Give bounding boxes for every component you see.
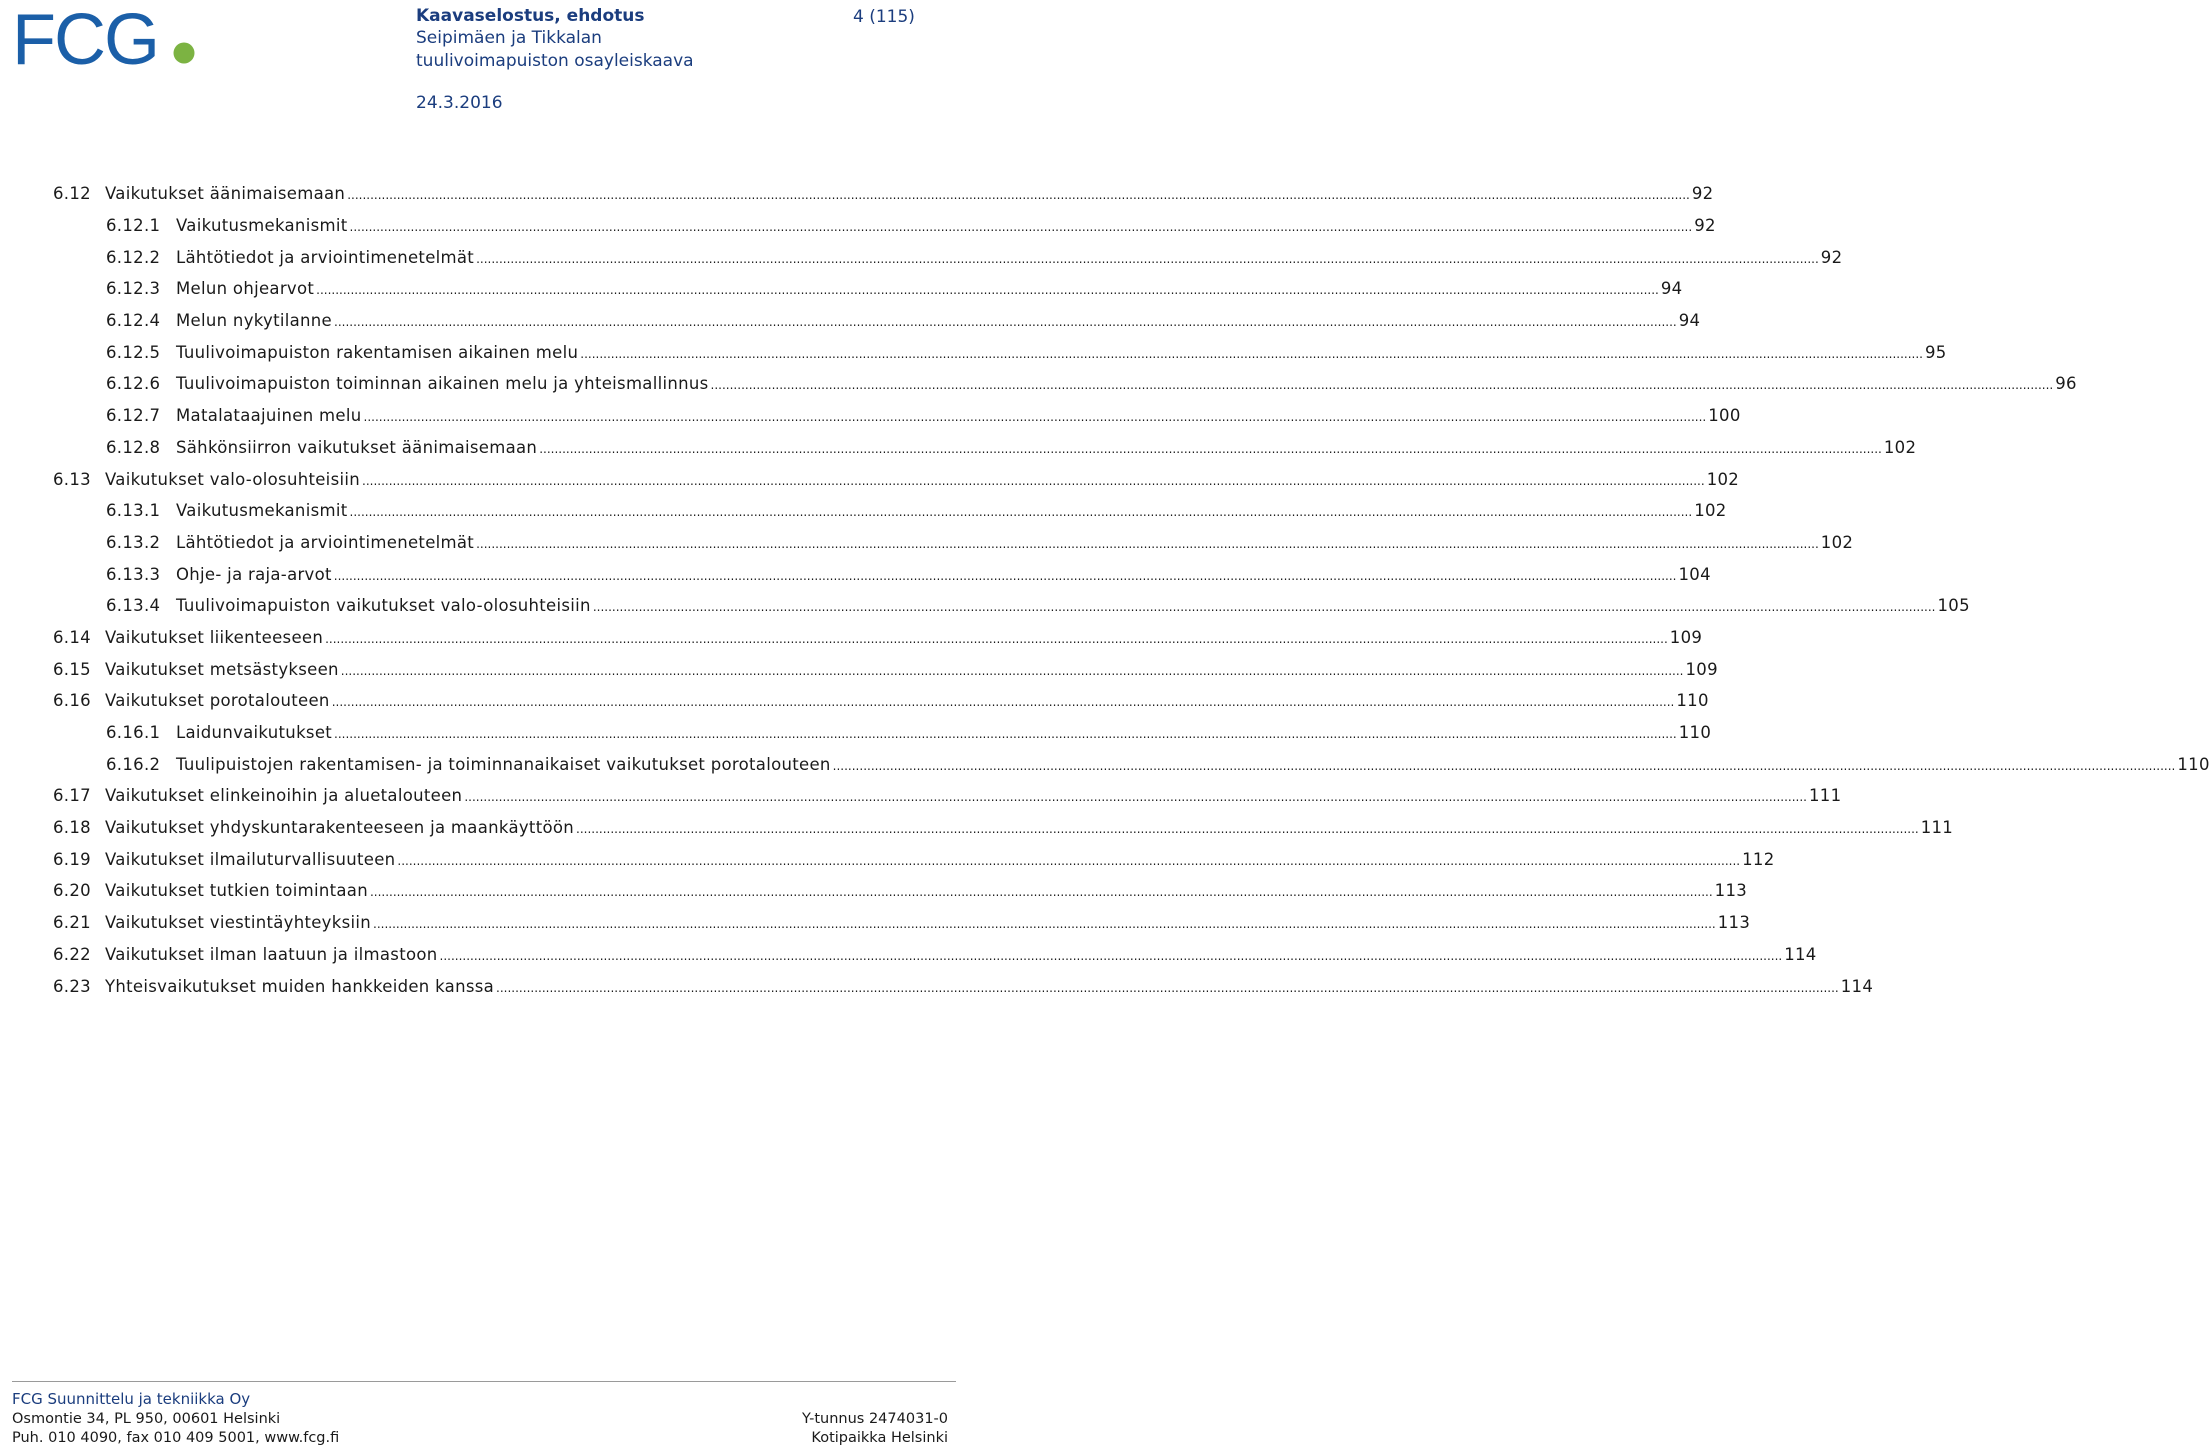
toc-entry-page: 112	[1742, 849, 1775, 869]
toc-entry-number: 6.16.2	[106, 754, 161, 774]
toc-entry-title: Matalataajuinen melu	[176, 406, 362, 426]
toc-dot-leader	[397, 850, 1740, 869]
toc-entry[interactable]	[53, 558, 1711, 590]
toc-dot-leader	[341, 660, 1684, 679]
toc-entry-title: Vaikutukset yhdyskuntarakenteeseen ja maankäyttöön	[105, 818, 575, 838]
toc-entry-number: 6.23	[53, 976, 91, 996]
toc-entry-page: 92	[1691, 184, 1714, 204]
toc-entry-number: 6.19	[53, 849, 91, 869]
toc-entry[interactable]	[53, 336, 1947, 368]
toc-entry-page: 111	[1920, 818, 1954, 838]
toc-entry-number: 6.14	[53, 627, 91, 647]
fcg-logo	[12, 0, 202, 80]
toc-dot-leader	[334, 565, 1677, 584]
page-number: 4 (115)	[853, 7, 915, 27]
toc-entry-title: Vaikutukset ilmailuturvallisuuteen	[105, 849, 396, 869]
toc-entry-title: Melun nykytilanne	[176, 311, 333, 331]
toc-entry-number: 6.12.4	[106, 311, 161, 331]
toc-entry-number: 6.12.6	[106, 374, 161, 394]
toc-entry[interactable]	[53, 305, 1701, 337]
toc-entry[interactable]	[53, 432, 1917, 464]
toc-dot-leader	[464, 786, 1807, 805]
toc-entry[interactable]	[53, 400, 1741, 432]
toc-entry[interactable]	[53, 970, 1874, 1002]
toc-entry-title: Yhteisvaikutukset muiden hankkeiden kanssa	[105, 976, 495, 996]
toc-dot-leader	[476, 533, 1819, 552]
toc-entry-page: 110	[1678, 723, 1712, 743]
toc-dot-leader	[496, 977, 1839, 996]
footer-company: FCG Suunnittelu ja tekniikka Oy	[12, 1390, 251, 1408]
toc-entry[interactable]	[53, 273, 1683, 305]
toc-entry-title: Vaikutukset liikenteeseen	[105, 627, 324, 647]
toc-entry-number: 6.20	[53, 881, 91, 901]
toc-entry[interactable]	[53, 178, 1714, 210]
toc-entry-title: Vaikutukset ilman laatuun ja ilmastoon	[105, 944, 438, 964]
toc-entry-page: 100	[1708, 406, 1741, 426]
toc-entry-number: 6.12.5	[106, 342, 161, 362]
toc-entry-page: 110	[2177, 754, 2210, 774]
toc-dot-leader	[332, 691, 1675, 710]
toc-entry-number: 6.17	[53, 786, 91, 806]
toc-entry[interactable]	[53, 875, 1748, 907]
toc-entry-title: Tuulipuistojen rakentamisen- ja toiminnanaikaiset vaikutukset porotalouteen	[176, 754, 831, 774]
toc-entry-title: Vaikutusmekanismit	[176, 501, 348, 521]
toc-entry-number: 6.16.1	[106, 723, 161, 743]
footer-row-2	[12, 1429, 948, 1449]
toc-entry-title: Vaikutukset metsästykseen	[105, 659, 339, 679]
toc-dot-leader	[362, 470, 1705, 489]
toc-entry[interactable]	[53, 939, 1817, 971]
toc-entry[interactable]	[53, 463, 1740, 495]
toc-entry-page: 102	[1820, 532, 1854, 552]
toc-entry-page: 113	[1714, 881, 1748, 901]
toc-entry-number: 6.13	[53, 469, 91, 489]
footer-address: Osmontie 34, PL 950, 00601 Helsinki	[12, 1410, 281, 1427]
toc-entry-page: 102	[1883, 437, 1917, 457]
toc-dot-leader	[711, 374, 2054, 393]
document-subtitle-line-2: tuulivoimapuiston osayleiskaava	[416, 51, 694, 71]
toc-entry-page: 113	[1717, 913, 1751, 933]
document-footer	[12, 1390, 948, 1449]
toc-entry-number: 6.12	[53, 184, 91, 204]
toc-entry-number: 6.13.1	[106, 501, 161, 521]
toc-entry-title: Vaikutukset tutkien toimintaan	[105, 881, 368, 901]
toc-entry-title: Tuulivoimapuiston toiminnan aikainen melu ja yhteismallinnus	[176, 374, 709, 394]
toc-entry-page: 92	[1820, 247, 1843, 267]
toc-dot-leader	[593, 596, 1936, 615]
toc-entry-page: 95	[1924, 342, 1947, 362]
toc-dot-leader	[334, 311, 1677, 330]
toc-entry-page: 109	[1685, 659, 1718, 679]
footer-row-1	[12, 1410, 948, 1430]
toc-dot-leader	[373, 913, 1716, 932]
toc-entry-title: Melun ohjearvot	[176, 279, 315, 299]
toc-entry-number: 6.12.7	[106, 406, 161, 426]
toc-dot-leader	[440, 945, 1783, 964]
toc-entry[interactable]	[53, 717, 1712, 749]
fcg-logo-mark	[12, 0, 202, 80]
toc-dot-leader	[833, 755, 2176, 774]
toc-entry-title: Tuulivoimapuiston vaikutukset valo-olosuhteisiin	[176, 596, 591, 616]
toc-entry-number: 6.18	[53, 818, 91, 838]
toc-entry-page: 111	[1809, 786, 1842, 806]
toc-entry[interactable]	[53, 780, 1842, 812]
toc-entry-number: 6.13.4	[106, 596, 161, 616]
toc-dot-leader	[350, 501, 1693, 520]
toc-dot-leader	[476, 248, 1819, 267]
toc-entry[interactable]	[53, 907, 1751, 939]
document-title: Kaavaselostus, ehdotus	[416, 6, 645, 26]
toc-entry-title: Vaikutukset äänimaisemaan	[105, 184, 346, 204]
toc-entry[interactable]	[53, 748, 2210, 780]
toc-entry[interactable]	[53, 843, 1775, 875]
toc-entry-page: 102	[1694, 501, 1727, 521]
toc-dot-leader	[580, 343, 1923, 362]
toc-entry-title: Ohje- ja raja-arvot	[176, 564, 332, 584]
fcg-logo-text: FCG	[12, 0, 158, 80]
toc-entry-page: 114	[1840, 976, 1874, 996]
toc-entry-title: Laidunvaikutukset	[176, 723, 333, 743]
logo-dot-icon	[174, 43, 195, 64]
footer-contact: Puh. 010 4090, fax 010 409 5001, www.fcg.fi	[12, 1430, 340, 1446]
toc-entry-page: 94	[1660, 279, 1683, 299]
toc-entry-number: 6.12.1	[106, 216, 161, 236]
toc-dot-leader	[334, 723, 1677, 742]
toc-entry-number: 6.15	[53, 659, 91, 679]
toc-entry-page: 102	[1706, 469, 1740, 489]
toc-dot-leader	[370, 881, 1713, 900]
toc-entry-title: Vaikutukset porotalouteen	[105, 691, 330, 711]
toc-dot-leader	[325, 628, 1668, 647]
toc-entry-page: 105	[1937, 596, 1970, 616]
toc-dot-leader	[539, 438, 1882, 457]
toc-entry[interactable]	[53, 622, 1703, 654]
toc-entry-page: 109	[1669, 627, 1703, 647]
toc-entry[interactable]	[53, 590, 1970, 622]
toc-entry[interactable]	[53, 812, 1954, 844]
toc-entry-number: 6.12.3	[106, 279, 161, 299]
footer-domicile: Kotipaikka Helsinki	[811, 1430, 948, 1446]
toc-entry[interactable]	[53, 210, 1716, 242]
toc-entry-page: 114	[1784, 944, 1817, 964]
toc-entry-page: 110	[1676, 691, 1709, 711]
toc-entry-number: 6.13.3	[106, 564, 161, 584]
toc-entry-page: 104	[1678, 564, 1711, 584]
toc-entry-number: 6.16	[53, 691, 91, 711]
toc-entry-number: 6.13.2	[106, 532, 161, 552]
toc-entry-title: Vaikutukset viestintäyhteyksiin	[105, 913, 372, 933]
toc-entry[interactable]	[53, 368, 2077, 400]
toc-entry-title: Tuulivoimapuiston rakentamisen aikainen melu	[176, 342, 579, 362]
toc-entry-title: Lähtötiedot ja arviointimenetelmät	[176, 247, 475, 267]
toc-dot-leader	[316, 279, 1659, 298]
toc-dot-leader	[576, 818, 1919, 837]
toc-dot-leader	[350, 216, 1693, 235]
toc-entry-page: 92	[1694, 216, 1716, 236]
toc-entry[interactable]	[53, 527, 1854, 559]
toc-entry-title: Lähtötiedot ja arviointimenetelmät	[176, 532, 475, 552]
toc-entry-title: Vaikutukset elinkeinoihin ja aluetalouteen	[105, 786, 463, 806]
toc-dot-leader	[364, 406, 1707, 425]
toc-entry[interactable]	[53, 241, 1843, 273]
toc-entry-page: 96	[2055, 374, 2077, 394]
toc-entry[interactable]	[53, 653, 1718, 685]
toc-entry-page: 94	[1678, 311, 1701, 331]
toc-entry[interactable]	[53, 685, 1709, 717]
toc-entry-number: 6.22	[53, 944, 91, 964]
toc-entry[interactable]	[53, 495, 1727, 527]
footer-divider	[12, 1381, 956, 1382]
toc-entry-title: Vaikutukset valo-olosuhteisiin	[105, 469, 360, 489]
document-subtitle-line-1: Seipimäen ja Tikkalan	[416, 28, 602, 48]
toc-entry-number: 6.21	[53, 913, 91, 933]
toc-entry-number: 6.12.2	[106, 247, 161, 267]
toc-entry-title: Sähkönsiirron vaikutukset äänimaisemaan	[176, 437, 538, 457]
toc-entry-title: Vaikutusmekanismit	[176, 216, 348, 236]
document-date: 24.3.2016	[416, 93, 503, 113]
table-of-contents	[53, 178, 2210, 1002]
toc-dot-leader	[347, 184, 1690, 203]
toc-entry-number: 6.12.8	[106, 437, 161, 457]
footer-business-id: Y-tunnus 2474031-0	[801, 1410, 948, 1427]
